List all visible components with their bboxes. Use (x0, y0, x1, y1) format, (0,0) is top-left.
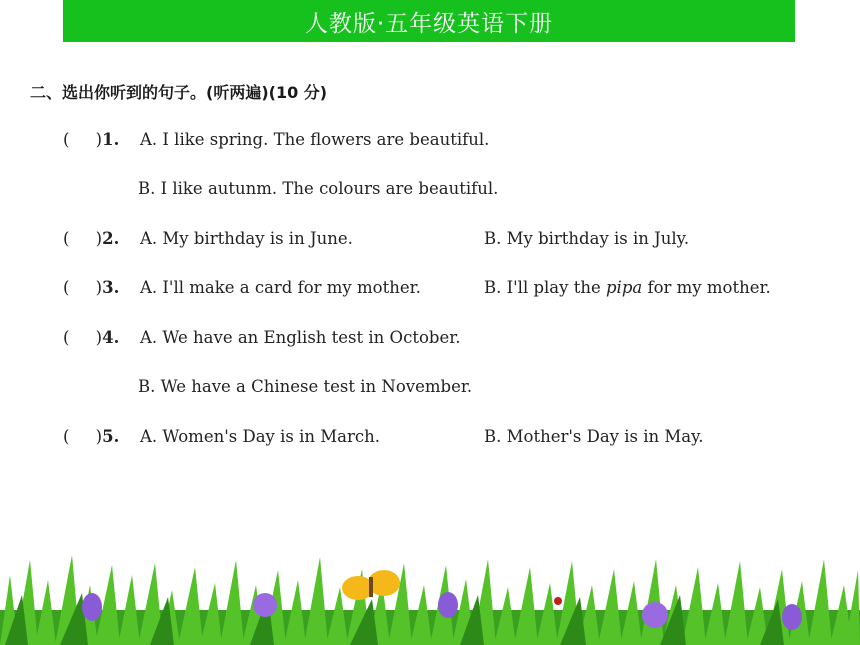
grass-blades (0, 555, 860, 645)
option-b: B. My birthday is in July. (484, 229, 690, 248)
option-b: B. I like autunm. The colours are beautiful. (138, 179, 499, 198)
answer-blank[interactable]: ( )4. (63, 328, 120, 347)
answer-blank[interactable]: ( )5. (63, 427, 120, 446)
option-b: B. Mother's Day is in May. (484, 427, 704, 446)
answer-blank[interactable]: ( )3. (63, 278, 120, 297)
option-a: A. Women's Day is in March. (140, 427, 380, 446)
flower-icon (782, 604, 802, 630)
answer-blank[interactable]: ( )1. (63, 130, 120, 149)
section-heading: 二、选出你听到的句子。(听两遍)(10 分) (30, 83, 328, 102)
butterfly-icon (342, 570, 400, 600)
flower-icon (642, 602, 668, 628)
option-b: B. We have a Chinese test in November. (138, 377, 473, 396)
option-b: B. I'll play the pipa for my mother. (484, 278, 771, 297)
option-a: A. My birthday is in June. (140, 229, 353, 248)
option-a: A. We have an English test in October. (140, 328, 461, 347)
option-a: A. I like spring. The flowers are beautiful. (140, 130, 490, 149)
title-banner (63, 0, 795, 42)
answer-blank[interactable]: ( )2. (63, 229, 120, 248)
page-title: 人教版·五年级英语下册 (304, 10, 554, 37)
ladybug-icon (554, 597, 562, 605)
flower-icon (438, 592, 458, 618)
flower-icon (253, 593, 277, 617)
option-a: A. I'll make a card for my mother. (140, 278, 421, 297)
flower-icon (82, 593, 102, 621)
grass-decoration (0, 555, 860, 645)
